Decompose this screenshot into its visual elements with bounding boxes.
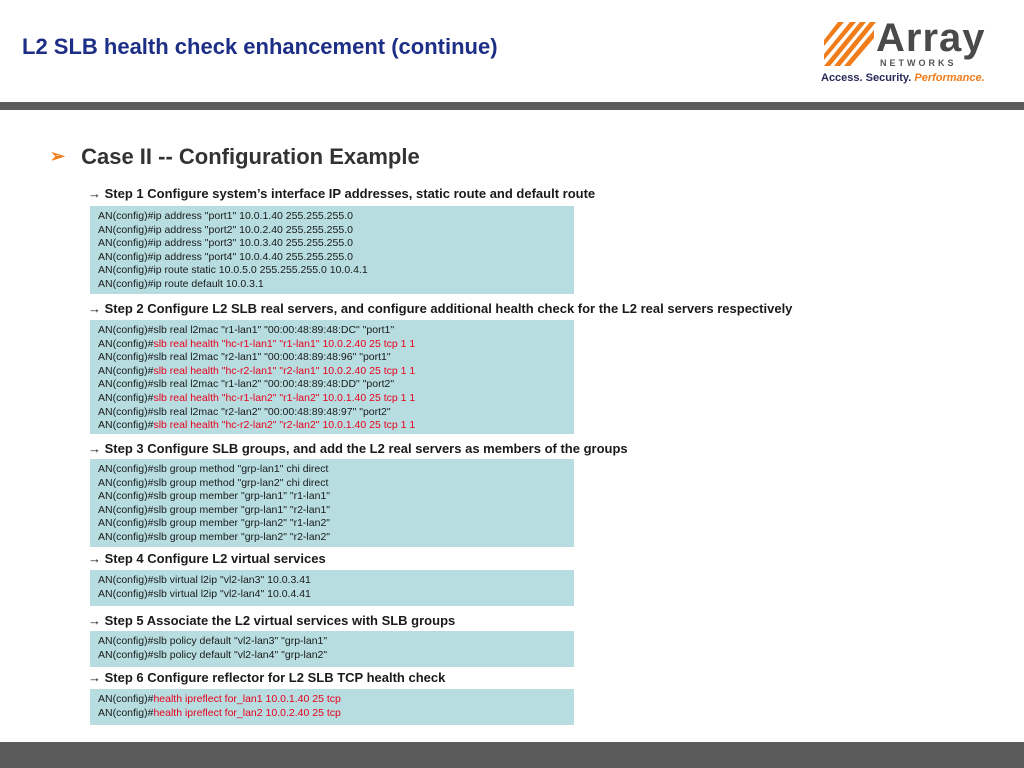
config-prefix: AN(config)#slb real l2mac "r1-lan1" "00:00:48:89:48:DC" "port1" [98, 324, 395, 336]
config-line [98, 693, 574, 707]
config-line [98, 210, 574, 224]
config-prefix: AN(config)# [98, 693, 154, 705]
logo-subtitle: NETWORKS [880, 58, 957, 68]
config-highlight: slb real health "hc-r2-lan1" "r2-lan1" 10.0.2.40 25 tcp 1 1 [153, 364, 416, 377]
footer-bar [0, 742, 1024, 768]
step-3-config-box [90, 459, 574, 547]
config-prefix: AN(config)#ip address "port1" 10.0.1.40 255.255.255.0 [98, 210, 353, 222]
config-line [98, 477, 574, 491]
section-heading-text: Case II -- Configuration Example [81, 144, 420, 169]
logo-tagline [821, 72, 985, 84]
config-line [98, 588, 574, 602]
config-prefix: AN(config)#slb policy default "vl2-lan4" "grp-lan2" [98, 648, 328, 661]
step-5-title: → Step 5 Associate the L2 virtual services with SLB groups [88, 613, 456, 628]
config-line [98, 635, 574, 649]
config-prefix: AN(config)#slb group member "grp-lan1" "r1-lan1" [98, 490, 331, 503]
config-line [98, 463, 574, 477]
step-4-title: → Step 4 Configure L2 virtual services [88, 551, 326, 566]
config-line [98, 351, 574, 365]
config-prefix: AN(config)#slb virtual l2ip "vl2-lan3" 10.0.3.41 [98, 574, 311, 586]
config-line [98, 251, 574, 265]
config-prefix: AN(config)#slb real l2mac "r2-lan1" "00:00:48:89:48:96" "port1" [98, 351, 391, 364]
step-4-config-box [90, 570, 574, 606]
config-line [98, 531, 574, 545]
config-prefix: AN(config)#slb real l2mac "r1-lan2" "00:00:48:89:48:DD" "port2" [98, 378, 395, 391]
config-highlight: health ipreflect for_lan1 10.0.1.40 25 tcp [153, 693, 341, 705]
step-3-title: → Step 3 Configure SLB groups, and add the L2 real servers as members of the groups [88, 441, 628, 456]
logo-tagline-main: Access. Security. [821, 72, 915, 84]
config-line [98, 365, 574, 379]
config-line [98, 649, 574, 663]
config-line [98, 392, 574, 406]
config-line [98, 264, 574, 278]
config-line [98, 490, 574, 504]
config-line [98, 278, 574, 292]
config-line [98, 517, 574, 531]
header-divider [0, 102, 1024, 110]
arrow-bullet-icon: ➢ [50, 146, 66, 166]
config-highlight: health ipreflect for_lan2 10.0.2.40 25 tcp [153, 706, 341, 719]
logo-name: Array [876, 16, 986, 60]
config-highlight: slb real health "hc-r2-lan2" "r2-lan2" 10.0.1.40 25 tcp 1 1 [153, 419, 416, 432]
config-prefix: AN(config)#slb real l2mac "r2-lan2" "00:00:48:89:48:97" "port2" [98, 405, 391, 418]
config-line [98, 324, 574, 338]
config-prefix: AN(config)# [98, 364, 154, 377]
config-prefix: AN(config)#slb group method "grp-lan2" chi direct [98, 476, 329, 489]
config-line [98, 224, 574, 238]
step-6-config-box [90, 689, 574, 725]
logo-tagline-emphasis: Performance. [914, 72, 985, 84]
config-line [98, 406, 574, 420]
config-line [98, 237, 574, 251]
step-2-config-box [90, 320, 574, 434]
logo-stripes-icon [820, 18, 880, 72]
config-highlight: slb real health "hc-r1-lan1" "r1-lan1" 10.0.2.40 25 tcp 1 1 [153, 337, 416, 350]
step-5-config-box [90, 631, 574, 667]
step-1-config-box [90, 206, 574, 294]
config-prefix: AN(config)#slb virtual l2ip "vl2-lan4" 10.0.4.41 [98, 587, 311, 600]
config-prefix: AN(config)#ip address "port2" 10.0.2.40 255.255.255.0 [98, 223, 353, 236]
config-prefix: AN(config)#slb group member "grp-lan2" "r2-lan2" [98, 530, 331, 543]
config-prefix: AN(config)# [98, 419, 154, 432]
config-prefix: AN(config)#ip address "port4" 10.0.4.40 255.255.255.0 [98, 250, 353, 263]
section-heading [50, 144, 420, 170]
config-line [98, 378, 574, 392]
config-prefix: AN(config)# [98, 337, 154, 350]
config-prefix: AN(config)#slb group member "grp-lan2" "r1-lan2" [98, 517, 331, 530]
config-line [98, 419, 574, 433]
config-prefix: AN(config)#slb group member "grp-lan1" "r2-lan1" [98, 503, 331, 516]
array-networks-logo [818, 16, 1008, 88]
config-prefix: AN(config)# [98, 391, 154, 404]
config-line [98, 574, 574, 588]
config-prefix: AN(config)#slb group method "grp-lan1" chi direct [98, 463, 329, 475]
config-line [98, 338, 574, 352]
step-2-title: → Step 2 Configure L2 SLB real servers, and configure additional health check for the L2 real servers respectively [88, 301, 793, 316]
config-prefix: AN(config)#ip route default 10.0.3.1 [98, 277, 264, 290]
config-prefix: AN(config)#ip address "port3" 10.0.3.40 255.255.255.0 [98, 237, 353, 250]
config-prefix: AN(config)# [98, 706, 154, 719]
config-highlight: slb real health "hc-r1-lan2" "r1-lan2" 10.0.1.40 25 tcp 1 1 [153, 391, 416, 404]
config-prefix: AN(config)#slb policy default "vl2-lan3" "grp-lan1" [98, 635, 328, 647]
config-line [98, 707, 574, 721]
config-line [98, 504, 574, 518]
config-prefix: AN(config)#ip route static 10.0.5.0 255.255.255.0 10.0.4.1 [98, 264, 368, 277]
step-6-title: → Step 6 Configure reflector for L2 SLB TCP health check [88, 670, 446, 685]
step-1-title: → Step 1 Configure system’s interface IP addresses, static route and default route [88, 186, 596, 201]
slide-title: L2 SLB health check enhancement (continue) [22, 34, 498, 59]
